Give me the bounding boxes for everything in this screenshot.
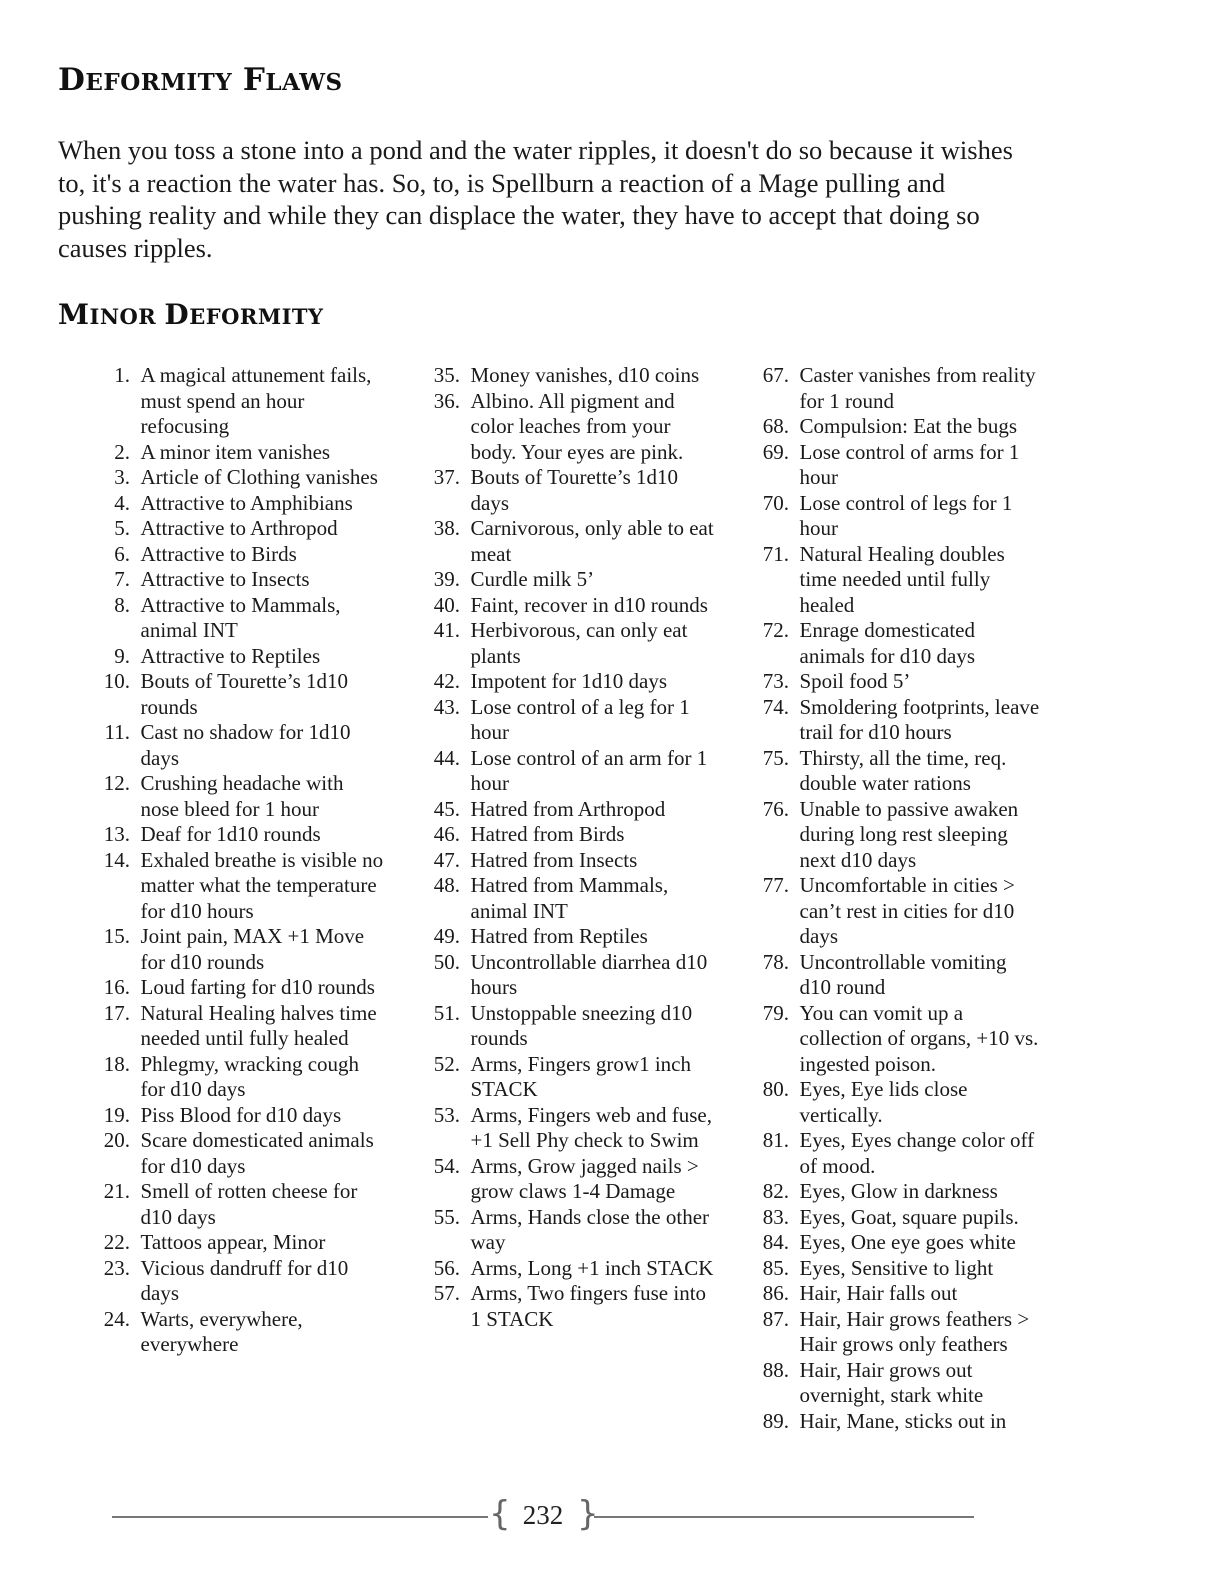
list-item-number: 39. (433, 567, 460, 591)
list-item (84, 1256, 384, 1307)
list-item-number: 53. (433, 1102, 460, 1127)
list-item (84, 720, 384, 771)
list-item-text: Attractive to Arthropod (140, 516, 338, 540)
list-item-text: Arms, Two fingers fuse into 1 STACK (470, 1281, 707, 1331)
list-item (414, 950, 714, 1001)
list-item (84, 542, 384, 568)
list-item-text: Arms, Grow jagged nails > grow claws 1-4 Damage (470, 1153, 699, 1203)
list-item-text: Carnivorous, only able to eat meat (470, 516, 714, 566)
list-item-text: Eyes, Eyes change color off of mood. (799, 1128, 1035, 1178)
list-item (743, 950, 1043, 1001)
list-item-number: 13. (103, 822, 130, 846)
list-item-number: 86. (762, 1281, 789, 1305)
list-item-number: 20. (103, 1128, 130, 1152)
list-item-number: 87. (762, 1306, 789, 1331)
list-item (743, 1409, 1043, 1435)
list-item-text: Tattoos appear, Minor (140, 1230, 326, 1254)
list-item (743, 440, 1043, 491)
list-item-number: 5. (114, 516, 130, 540)
list-item (414, 695, 714, 746)
list-item-number: 35. (433, 363, 460, 387)
list-item (84, 1230, 384, 1256)
list-item-number: 85. (762, 1255, 789, 1280)
list-item-number: 18. (103, 1051, 130, 1076)
heading-initial-2: F (242, 62, 266, 98)
list-item-number: 44. (433, 745, 460, 770)
list-item (743, 414, 1043, 440)
list-item-number: 41. (433, 618, 460, 642)
list-item-number: 67. (762, 363, 789, 387)
list-item-number: 48. (433, 873, 460, 897)
list-item (743, 1001, 1043, 1078)
list-item-text: Hatred from Birds (470, 822, 625, 846)
list-item-text: A minor item vanishes (140, 439, 331, 464)
list-item (84, 975, 384, 1001)
list-item-text: Crushing headache with nose bleed for 1 hour (140, 771, 344, 821)
list-item-text: Faint, recover in d10 rounds (470, 592, 708, 617)
list-item-number: 57. (433, 1281, 460, 1305)
list-item (414, 567, 714, 593)
list-item-text: Eyes, Goat, square pupils. (799, 1204, 1019, 1229)
list-item-text: Attractive to Insects (140, 567, 310, 591)
list-item-number: 56. (433, 1255, 460, 1280)
list-item (84, 1128, 384, 1179)
list-item (84, 593, 384, 644)
list-item-text: Eyes, One eye goes white (799, 1230, 1016, 1254)
list-item (414, 1281, 714, 1332)
list-item-text: Herbivorous, can only eat plants (470, 618, 688, 668)
list-item-number: 21. (103, 1179, 130, 1203)
list-item-text: Attractive to Birds (140, 541, 297, 566)
list-item-number: 14. (103, 847, 130, 872)
list-item-number: 82. (762, 1179, 789, 1203)
list-item-text: Uncontrollable vomiting d10 round (799, 949, 1007, 999)
list-item-text: Lose control of a leg for 1 hour (470, 694, 690, 744)
list-item (743, 1307, 1043, 1358)
list-item (743, 1179, 1043, 1205)
list-item (84, 924, 384, 975)
list-item-text: Unable to passive awaken during long rest sleeping next d10 days (799, 796, 1019, 872)
list-item-text: Smoldering footprints, leave trail for d10 hours (799, 694, 1040, 744)
list-item-number: 74. (762, 694, 789, 719)
list-item (743, 873, 1043, 950)
list-item-text: Arms, Fingers web and fuse, +1 Sell Phy check to Swim (470, 1102, 712, 1152)
list-item-number: 89. (762, 1408, 789, 1433)
list-item (84, 465, 384, 491)
list-item (414, 848, 714, 874)
list-item-text: Lose control of legs for 1 hour (799, 490, 1013, 540)
list-column-3 (743, 363, 1043, 1434)
page-heading (58, 60, 343, 98)
list-item-text: Cast no shadow for 1d10 days (140, 720, 351, 770)
list-item-text: Hair, Hair grows feathers > Hair grows only feathers (799, 1306, 1030, 1356)
list-item-text: Bouts of Tourette’s 1d10 days (470, 465, 679, 515)
list-item-number: 72. (762, 618, 789, 642)
list-item (84, 1052, 384, 1103)
list-item (414, 1256, 714, 1282)
list-item-number: 76. (762, 796, 789, 821)
list-item-number: 45. (433, 796, 460, 821)
list-item (414, 363, 714, 389)
list-item-number: 37. (433, 465, 460, 489)
list-item-text: Article of Clothing vanishes (140, 465, 378, 489)
list-item-number: 75. (762, 745, 789, 770)
list-item-number: 8. (114, 592, 130, 617)
list-item-text: Unstoppable sneezing d10 rounds (470, 1000, 693, 1050)
list-item-text: Hair, Hair grows out overnight, stark white (799, 1357, 984, 1407)
list-item (414, 1205, 714, 1256)
list-item-number: 68. (762, 414, 789, 438)
list-item-number: 1. (114, 363, 130, 387)
list-item-text: Vicious dandruff for d10 days (140, 1255, 349, 1305)
list-item-text: Natural Healing doubles time needed until fully healed (799, 541, 1005, 617)
list-item (84, 669, 384, 720)
list-item (84, 1179, 384, 1230)
list-item-text: Uncomfortable in cities > can’t rest in cities for d10 days (799, 873, 1015, 948)
subheading-rest-2: EFORMITY (189, 304, 324, 329)
list-item-text: Arms, Hands close the other way (470, 1204, 710, 1254)
list-item-number: 19. (103, 1102, 130, 1127)
list-item-number: 15. (103, 924, 130, 948)
list-item-text: Money vanishes, d10 coins (470, 363, 700, 387)
list-item-text: Natural Healing halves time needed until fully healed (140, 1000, 377, 1050)
footer-rule-left (112, 1516, 488, 1518)
list-item-text: Arms, Long +1 inch STACK (470, 1255, 714, 1280)
list-item-number: 3. (114, 465, 130, 489)
intro-paragraph: When you toss a stone into a pond and the water ripples, it doesn't do so because it wishes to, it's a reaction the water has. So, to, is Spellburn a reaction of a Mage pulling and pushing reality and while they can displace the water, they have to accept that doing so causes ripples. (58, 135, 1013, 263)
list-item (743, 363, 1043, 414)
list-item-text: Scare domesticated animals for d10 days (140, 1128, 374, 1178)
list-item-number: 40. (433, 592, 460, 617)
heading-rest-1: EFORMITY (85, 69, 233, 96)
heading-initial-1: D (58, 62, 86, 98)
list-item (414, 389, 714, 466)
list-item-text: Hatred from Reptiles (470, 924, 648, 948)
list-item (414, 669, 714, 695)
list-item (84, 848, 384, 925)
list-item-number: 16. (103, 975, 130, 999)
list-item (414, 746, 714, 797)
list-item-number: 43. (433, 694, 460, 719)
list-item-number: 54. (433, 1153, 460, 1178)
list-item-number: 79. (762, 1000, 789, 1025)
list-item (743, 669, 1043, 695)
list-item-text: Lose control of an arm for 1 hour (470, 745, 708, 795)
list-item-text: Eyes, Eye lids close vertically. (799, 1077, 968, 1127)
subheading-initial-1: M (58, 298, 90, 331)
list-item-text: Loud farting for d10 rounds (140, 975, 375, 999)
list-item (84, 771, 384, 822)
list-item (84, 1103, 384, 1129)
list-item-number: 81. (762, 1128, 789, 1152)
list-item-number: 10. (103, 669, 130, 693)
list-item-number: 50. (433, 949, 460, 974)
list-item-text: Bouts of Tourette’s 1d10 rounds (140, 669, 349, 719)
list-item (743, 1281, 1043, 1307)
list-item-text: Eyes, Sensitive to light (799, 1255, 994, 1280)
list-item-number: 22. (103, 1230, 130, 1254)
list-item-number: 47. (433, 847, 460, 872)
list-item (743, 1256, 1043, 1282)
list-item (414, 924, 714, 950)
list-item-text: Impotent for 1d10 days (470, 669, 668, 693)
list-item-text: Hair, Mane, sticks out in (799, 1408, 1007, 1433)
list-item-number: 2. (114, 439, 130, 464)
list-item-text: A magical attunement fails, must spend an hour refocusing (140, 363, 372, 438)
list-item (743, 1358, 1043, 1409)
list-column-2 (414, 363, 714, 1332)
list-item-number: 4. (114, 490, 130, 515)
list-item (414, 593, 714, 619)
list-item-number: 52. (433, 1051, 460, 1076)
list-item (84, 567, 384, 593)
list-item-number: 36. (433, 388, 460, 413)
list-item-number: 24. (103, 1306, 130, 1331)
list-item-number: 70. (762, 490, 789, 515)
list-item (414, 465, 714, 516)
footer-rule-right (594, 1516, 974, 1518)
list-item (84, 822, 384, 848)
list-item-text: Enrage domesticated animals for d10 days (799, 618, 976, 668)
list-item-number: 83. (762, 1204, 789, 1229)
list-column-1 (84, 363, 384, 1358)
list-item (743, 695, 1043, 746)
list-item-text: Hair, Hair falls out (799, 1281, 958, 1305)
list-item-text: Compulsion: Eat the bugs (799, 414, 1018, 438)
footer-brace-right: } (577, 1494, 599, 1534)
list-item (743, 1230, 1043, 1256)
list-item-number: 9. (114, 643, 130, 668)
list-item-number: 69. (762, 439, 789, 464)
list-item-number: 12. (103, 771, 130, 795)
list-item-number: 7. (114, 567, 130, 591)
list-item-number: 77. (762, 873, 789, 897)
list-item-number: 80. (762, 1077, 789, 1101)
list-item-text: Arms, Fingers grow1 inch STACK (470, 1051, 691, 1101)
list-item-text: Hatred from Insects (470, 847, 638, 872)
list-item-number: 42. (433, 669, 460, 693)
list-item-number: 6. (114, 541, 130, 566)
heading-rest-2: LAWS (265, 69, 343, 96)
list-item-number: 17. (103, 1000, 130, 1025)
list-item-number: 46. (433, 822, 460, 846)
list-item (743, 1077, 1043, 1128)
list-item (84, 1307, 384, 1358)
list-item-number: 38. (433, 516, 460, 540)
list-item-text: Uncontrollable diarrhea d10 hours (470, 949, 708, 999)
list-item-text: Exhaled breathe is visible no matter what the temperature for d10 hours (140, 847, 384, 923)
list-item-text: Smell of rotten cheese for d10 days (140, 1179, 358, 1229)
list-item (414, 797, 714, 823)
list-item-number: 88. (762, 1357, 789, 1382)
list-item (84, 644, 384, 670)
list-item-text: You can vomit up a collection of organs, +10 vs. ingested poison. (799, 1000, 1039, 1076)
list-item (414, 1103, 714, 1154)
list-item-text: Deaf for 1d10 rounds (140, 822, 321, 846)
list-item-text: Eyes, Glow in darkness (799, 1179, 998, 1203)
list-item-text: Joint pain, MAX +1 Move for d10 rounds (140, 924, 365, 974)
section-heading (58, 298, 324, 331)
list-item (743, 1128, 1043, 1179)
list-item (414, 873, 714, 924)
list-item (414, 618, 714, 669)
list-item (414, 1001, 714, 1052)
list-item (414, 822, 714, 848)
list-item (84, 363, 384, 440)
list-item-number: 84. (762, 1230, 789, 1254)
list-item-text: Caster vanishes from reality for 1 round (799, 363, 1036, 413)
list-item-text: Piss Blood for d10 days (140, 1102, 342, 1127)
list-item (743, 618, 1043, 669)
list-item (743, 746, 1043, 797)
list-item (414, 1154, 714, 1205)
list-item (84, 1001, 384, 1052)
list-item-text: Attractive to Reptiles (140, 643, 321, 668)
list-item (414, 1052, 714, 1103)
list-item-text: Warts, everywhere, everywhere (140, 1306, 303, 1356)
list-item (84, 440, 384, 466)
list-item-number: 78. (762, 949, 789, 974)
page-number: 232 (522, 1500, 564, 1530)
list-item-number: 73. (762, 669, 789, 693)
list-item-number: 49. (433, 924, 460, 948)
list-item-text: Spoil food 5’ (799, 669, 911, 693)
list-item (743, 542, 1043, 619)
subheading-initial-2: D (164, 298, 190, 331)
list-item (743, 797, 1043, 874)
list-item-text: Attractive to Amphibians (140, 490, 353, 515)
list-item-text: Lose control of arms for 1 hour (799, 439, 1020, 489)
list-item-text: Albino. All pigment and color leaches from your body. Your eyes are pink. (470, 388, 684, 464)
subheading-rest-1: INOR (89, 304, 157, 329)
list-item-number: 71. (762, 541, 789, 566)
list-item (84, 491, 384, 517)
list-item-number: 23. (103, 1255, 130, 1280)
list-item-text: Thirsty, all the time, req. double water rations (799, 745, 1007, 795)
list-item-number: 51. (433, 1000, 460, 1025)
list-item (84, 516, 384, 542)
list-item-text: Hatred from Arthropod (470, 796, 666, 821)
list-item-number: 11. (104, 720, 130, 744)
list-item (743, 1205, 1043, 1231)
list-item-text: Curdle milk 5’ (470, 567, 595, 591)
list-item-number: 55. (433, 1204, 460, 1229)
list-item-text: Hatred from Mammals, animal INT (470, 873, 669, 923)
footer-brace-left: { (489, 1494, 511, 1534)
list-item (414, 516, 714, 567)
list-item (743, 491, 1043, 542)
list-item-text: Attractive to Mammals, animal INT (140, 592, 341, 642)
list-item-text: Phlegmy, wracking cough for d10 days (140, 1051, 360, 1101)
